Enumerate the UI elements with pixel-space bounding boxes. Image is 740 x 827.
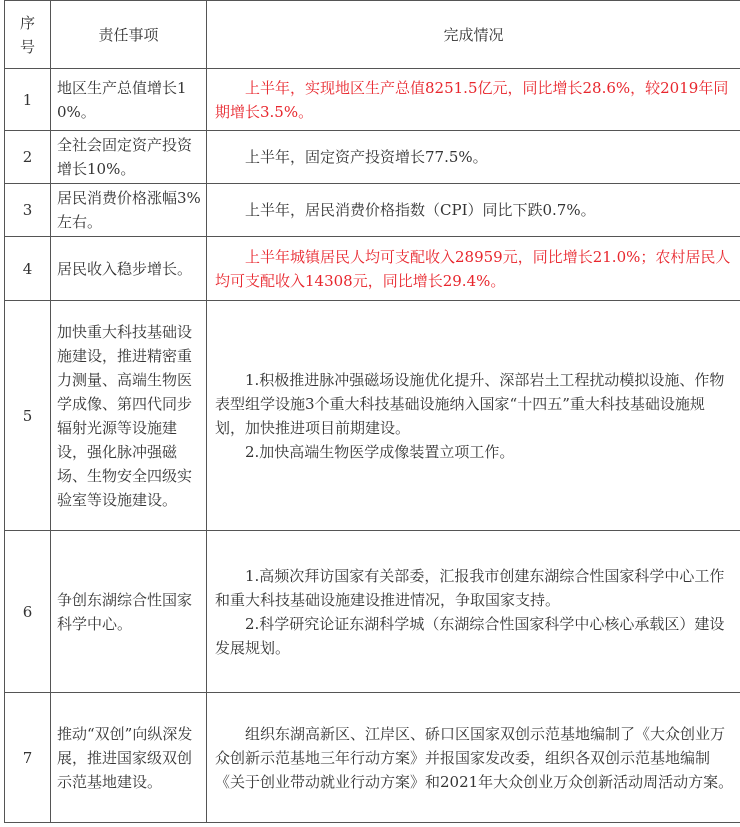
- table-row: [5, 184, 740, 237]
- status-paragraph: 上半年，实现地区生产总值8251.5亿元，同比增长28.6%，较2019年同期增长3.5%。: [215, 78, 729, 121]
- completion-status: [207, 531, 740, 693]
- table-row: [5, 531, 740, 693]
- row-number: 7: [5, 693, 51, 823]
- table-row: [5, 69, 740, 131]
- table-header-row: [5, 1, 740, 69]
- header-item: 责任事项: [51, 1, 207, 69]
- responsibility-table: [4, 0, 740, 823]
- status-paragraph: 上半年，居民消费价格指数（CPI）同比下跌0.7%。: [245, 201, 596, 219]
- status-paragraph: 组织东湖高新区、江岸区、硚口区国家双创示范基地编制了《大众创业万众创新示范基地三年行动方案》并报国家发改委，组织各双创示范基地编制《关于创业带动就业行动方案》和2021年大众创业万众创新活动周活动方案。: [215, 724, 734, 791]
- row-number: 1: [5, 69, 51, 131]
- table-row: [5, 693, 740, 823]
- status-paragraph: 2.加快高端生物医学成像装置立项工作。: [245, 442, 515, 461]
- responsibility-item: 加快重大科技基础设施建设，推进精密重力测量、高端生物医学成像、第四代同步辐射光源等设施建设，强化脉冲强磁场、生物安全四级实验室等设施建设。: [51, 301, 207, 531]
- completion-status: [207, 131, 740, 184]
- row-number: 5: [5, 301, 51, 531]
- status-paragraph: 2.科学研究论证东湖科学城（东湖综合性国家科学中心核心承载区）建设发展规划。: [215, 614, 725, 657]
- status-paragraph: 1.积极推进脉冲强磁场设施优化提升、深部岩土工程扰动模拟设施、作物表型组学设施3个重大科技基础设施纳入国家“十四五”重大科技基础设施规划，加快推进项目前期建设。: [215, 370, 725, 437]
- row-number: 2: [5, 131, 51, 184]
- row-number: 3: [5, 184, 51, 237]
- table-row: [5, 237, 740, 301]
- responsibility-item: 居民消费价格涨幅3%左右。: [51, 184, 207, 237]
- completion-status: [207, 693, 740, 823]
- completion-status: [207, 184, 740, 237]
- completion-status: [207, 301, 740, 531]
- status-paragraph: 1.高频次拜访国家有关部委，汇报我市创建东湖综合性国家科学中心工作和重大科技基础设施建设推进情况，争取国家支持。: [215, 566, 725, 609]
- row-number: 4: [5, 237, 51, 301]
- responsibility-item: 全社会固定资产投资增长10%。: [51, 131, 207, 184]
- responsibility-item: 居民收入稳步增长。: [51, 237, 207, 301]
- responsibility-item: 推动“双创”向纵深发展，推进国家级双创示范基地建设。: [51, 693, 207, 823]
- table-row: [5, 131, 740, 184]
- status-paragraph: 上半年，固定资产投资增长77.5%。: [245, 148, 488, 166]
- responsibility-item: 地区生产总值增长10%。: [51, 69, 207, 131]
- row-number: 6: [5, 531, 51, 693]
- header-no: 序号: [5, 1, 51, 69]
- responsibility-item: 争创东湖综合性国家科学中心。: [51, 531, 207, 693]
- table-row: [5, 301, 740, 531]
- header-status: 完成情况: [207, 1, 740, 69]
- status-paragraph: 上半年城镇居民人均可支配收入28959元，同比增长21.0%；农村居民人均可支配收入14308元，同比增长29.4%。: [215, 247, 731, 290]
- completion-status: [207, 237, 740, 301]
- completion-status: [207, 69, 740, 131]
